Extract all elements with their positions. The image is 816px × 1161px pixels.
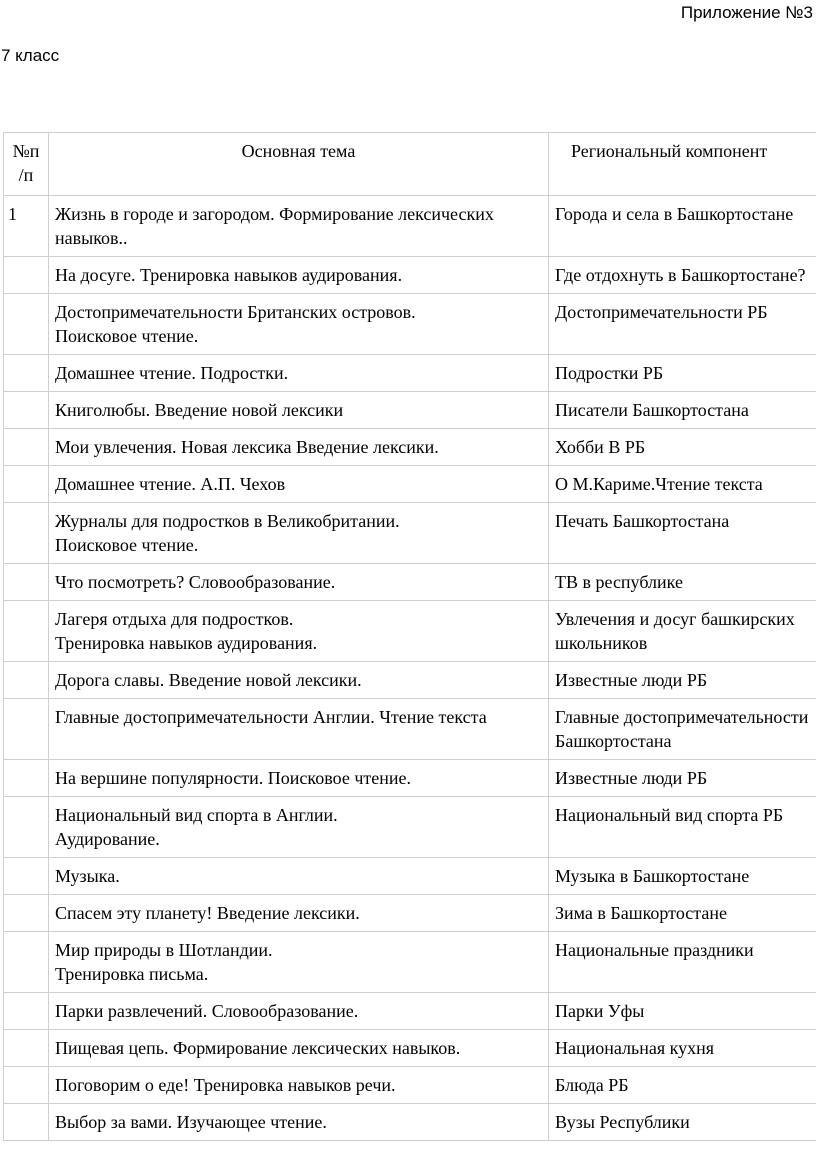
- table-row: [4, 797, 816, 858]
- row-number-cell: 1: [4, 196, 49, 257]
- regional-component-cell: Где отдохнуть в Башкортостане?: [549, 257, 816, 294]
- table-row: [4, 662, 816, 699]
- row-number-cell: [4, 429, 49, 466]
- regional-component-cell: Города и села в Башкортостане: [549, 196, 816, 257]
- table-row: [4, 564, 816, 601]
- regional-component-cell: Подростки РБ: [549, 355, 816, 392]
- topic-cell: Музыка.: [49, 858, 549, 895]
- column-header-number: №п /п: [4, 133, 49, 196]
- table-row: [4, 1104, 816, 1141]
- row-number-cell: [4, 601, 49, 662]
- topic-cell: Журналы для подростков в Великобритании. Поисковое чтение.: [49, 503, 549, 564]
- row-number-cell: [4, 932, 49, 993]
- topic-cell: Жизнь в городе и загородом. Формирование лексических навыков..: [49, 196, 549, 257]
- table-row: [4, 355, 816, 392]
- table-row: [4, 932, 816, 993]
- grade-label: 7 класс: [1, 46, 60, 65]
- row-number-cell: [4, 797, 49, 858]
- table-body: [4, 196, 816, 1141]
- regional-component-cell: Печать Башкортостана: [549, 503, 816, 564]
- table-row: [4, 466, 816, 503]
- table-row: [4, 392, 816, 429]
- topic-cell: Выбор за вами. Изучающее чтение.: [49, 1104, 549, 1141]
- regional-component-cell: Главные достопримечательности Башкортостана: [549, 699, 816, 760]
- table-row: [4, 993, 816, 1030]
- table-row: [4, 895, 816, 932]
- row-number-cell: [4, 503, 49, 564]
- regional-component-cell: Национальная кухня: [549, 1030, 816, 1067]
- row-number-cell: [4, 1030, 49, 1067]
- topic-cell: Спасем эту планету! Введение лексики.: [49, 895, 549, 932]
- row-number-cell: [4, 392, 49, 429]
- regional-component-cell: Писатели Башкортостана: [549, 392, 816, 429]
- regional-component-cell: Увлечения и досуг башкирских школьников: [549, 601, 816, 662]
- topic-cell: Главные достопримечательности Англии. Чтение текста: [49, 699, 549, 760]
- regional-component-cell: Известные люди РБ: [549, 760, 816, 797]
- curriculum-table: [3, 132, 816, 1141]
- topic-cell: Парки развлечений. Словообразование.: [49, 993, 549, 1030]
- topic-cell: Пищевая цепь. Формирование лексических навыков.: [49, 1030, 549, 1067]
- topic-cell: Домашнее чтение. Подростки.: [49, 355, 549, 392]
- topic-cell: Лагеря отдыха для подростков. Тренировка навыков аудирования.: [49, 601, 549, 662]
- row-number-cell: [4, 699, 49, 760]
- row-number-cell: [4, 564, 49, 601]
- topic-cell: На вершине популярности. Поисковое чтение.: [49, 760, 549, 797]
- topic-cell: Достопримечательности Британских островов. Поисковое чтение.: [49, 294, 549, 355]
- row-number-cell: [4, 1104, 49, 1141]
- regional-component-cell: Национальные праздники: [549, 932, 816, 993]
- regional-component-cell: ТВ в республике: [549, 564, 816, 601]
- topic-cell: Дорога славы. Введение новой лексики.: [49, 662, 549, 699]
- row-number-cell: [4, 993, 49, 1030]
- table-header-row: [4, 133, 816, 196]
- table-row: [4, 257, 816, 294]
- table-row: [4, 601, 816, 662]
- table-row: [4, 503, 816, 564]
- table-row: [4, 858, 816, 895]
- appendix-label: Приложение №3: [680, 3, 813, 22]
- row-number-cell: [4, 662, 49, 699]
- row-number-cell: [4, 355, 49, 392]
- table-row: [4, 429, 816, 466]
- table-row: [4, 699, 816, 760]
- regional-component-cell: Достопримечательности РБ: [549, 294, 816, 355]
- table-row: [4, 294, 816, 355]
- row-number-cell: [4, 895, 49, 932]
- topic-cell: Домашнее чтение. А.П. Чехов: [49, 466, 549, 503]
- row-number-cell: [4, 858, 49, 895]
- regional-component-cell: Парки Уфы: [549, 993, 816, 1030]
- table-row: [4, 760, 816, 797]
- row-number-cell: [4, 466, 49, 503]
- topic-cell: Национальный вид спорта в Англии. Аудирование.: [49, 797, 549, 858]
- regional-component-cell: Музыка в Башкортостане: [549, 858, 816, 895]
- row-number-cell: [4, 760, 49, 797]
- topic-cell: На досуге. Тренировка навыков аудирования.: [49, 257, 549, 294]
- regional-component-cell: Зима в Башкортостане: [549, 895, 816, 932]
- topic-cell: Поговорим о еде! Тренировка навыков речи.: [49, 1067, 549, 1104]
- regional-component-cell: Хобби В РБ: [549, 429, 816, 466]
- regional-component-cell: Блюда РБ: [549, 1067, 816, 1104]
- table-row: [4, 1030, 816, 1067]
- row-number-cell: [4, 294, 49, 355]
- regional-component-cell: Известные люди РБ: [549, 662, 816, 699]
- topic-cell: Что посмотреть? Словообразование.: [49, 564, 549, 601]
- regional-component-cell: О М.Кариме.Чтение текста: [549, 466, 816, 503]
- row-number-cell: [4, 1067, 49, 1104]
- table-row: [4, 196, 816, 257]
- table-row: [4, 1067, 816, 1104]
- topic-cell: Книголюбы. Введение новой лексики: [49, 392, 549, 429]
- regional-component-cell: Национальный вид спорта РБ: [549, 797, 816, 858]
- row-number-cell: [4, 257, 49, 294]
- regional-component-cell: Вузы Республики: [549, 1104, 816, 1141]
- column-header-regional: Региональный компонент: [549, 133, 816, 196]
- topic-cell: Мои увлечения. Новая лексика Введение лексики.: [49, 429, 549, 466]
- topic-cell: Мир природы в Шотландии. Тренировка письма.: [49, 932, 549, 993]
- column-header-topic: Основная тема: [49, 133, 549, 196]
